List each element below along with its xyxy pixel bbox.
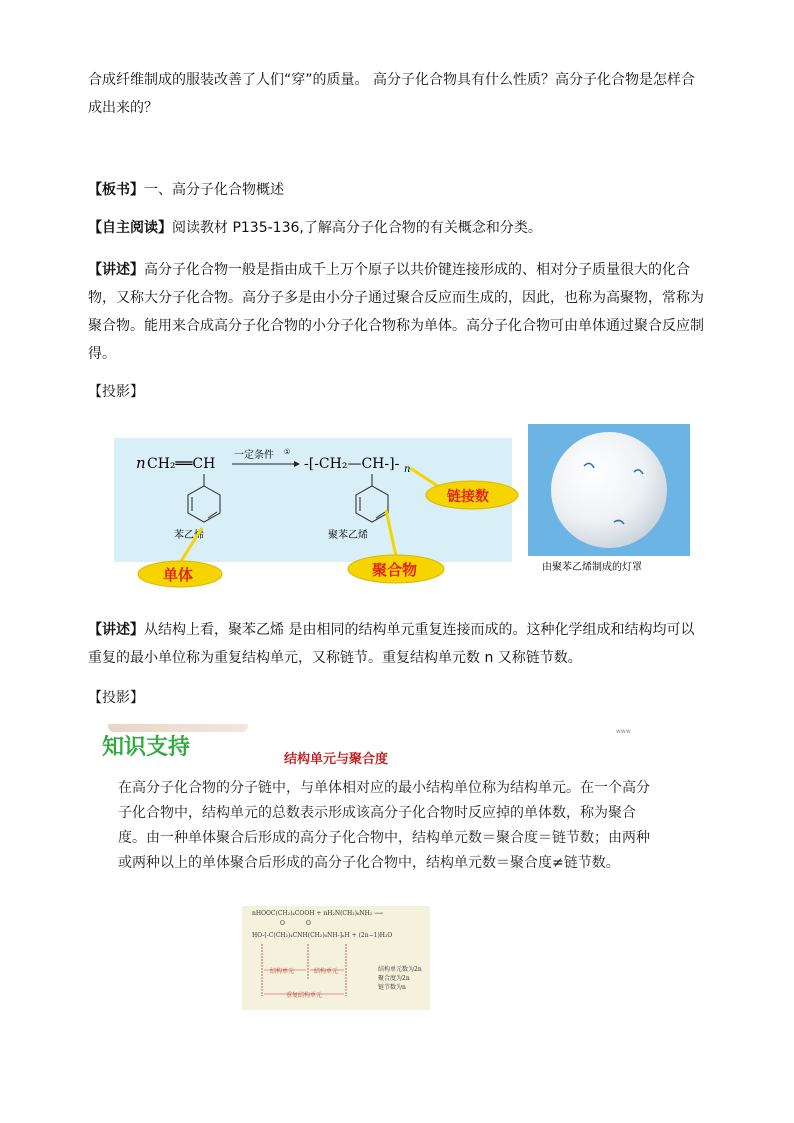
knowledge-slide — [88, 724, 708, 1024]
callout-monomer: 单体 — [163, 566, 194, 584]
section-tag: 【板书】 — [88, 182, 144, 198]
equation-o-1: O — [280, 920, 285, 927]
lecture-tag-1: 【讲述】 — [88, 262, 144, 278]
polymer-name: 聚苯乙烯 — [328, 530, 368, 541]
section-heading — [88, 176, 708, 204]
lecture-text-2: 从结构上看，聚苯乙烯 是由相同的结构单元重复连接而成的。这种化学组成和结构均可以重复的最小单位称为重复结构单元，又称链节。重复结构单元数 n 又称链节数。 — [88, 622, 695, 666]
polymer-formula: -[-CH₂—CH-]- — [304, 456, 400, 472]
projection-tag-2: 【投影】 — [88, 690, 144, 706]
callout-chain: 链接数 — [447, 489, 489, 505]
repeat-unit-label: 重复结构单元 — [286, 992, 323, 999]
callout-polymer: 聚合物 — [372, 561, 418, 579]
equation-line-2: HO-[-C(CH₂)₄CNH(CH₂)₆NH-]ₙH + (2n−1)H₂O — [252, 932, 393, 939]
unit-label-2: 结构单元 — [314, 968, 339, 975]
monomer-name: 苯乙烯 — [174, 530, 204, 541]
projection-tag-1: 【投影】 — [88, 384, 144, 400]
lecture-paragraph-1 — [88, 256, 708, 368]
equation-brackets — [242, 906, 430, 1010]
monomer-formula: CH₂══CH — [147, 456, 216, 472]
unit-label-1: 结构单元 — [270, 968, 295, 975]
polymerization-figure — [114, 424, 712, 602]
section-text: 一、高分子化合物概述 — [144, 182, 284, 198]
lecture-tag-2: 【讲述】 — [88, 622, 144, 638]
note-3: 链节数为n — [378, 984, 406, 991]
note-2: 聚合度为2n — [378, 975, 410, 982]
arrow-sup: ① — [284, 448, 291, 456]
lamp-sphere — [551, 432, 667, 548]
slide-corner-tag: www — [616, 728, 631, 735]
reading-text: 阅读教材 P135-136,了解高分子化合物的有关概念和分类。 — [172, 220, 542, 236]
lecture-paragraph-2 — [88, 616, 708, 672]
equation-line-1: nHOOC(CH₂)₄COOH + nH₂N(CH₂)₆NH₂ ⟶ — [252, 910, 383, 917]
reading-tag: 【自主阅读】 — [88, 220, 172, 236]
equation-o-2: O — [306, 920, 311, 927]
knowledge-subtitle: 结构单元与聚合度 — [284, 752, 389, 767]
monomer-n: n — [136, 454, 146, 472]
reading-paragraph — [88, 214, 708, 242]
knowledge-body: 在高分子化合物的分子链中，与单体相对应的最小结构单位称为结构单元。在一个高分子化合物中，结构单元的总数表示形成该高分子化合物时反应掉的单体数，称为聚合度。由一种单体聚合后形成的高分子化合物中，结构单元数＝聚合度＝链节数；由两种或两种以上的单体聚合后形成的高分子化合物中，结构单元数＝聚合度≠链节数。 — [118, 780, 650, 871]
note-1: 结构单元数为2n — [378, 966, 422, 973]
arrow-label: 一定条件 — [234, 450, 274, 461]
equation-panel — [242, 906, 430, 1010]
photo-caption: 由聚苯乙烯制成的灯罩 — [542, 562, 642, 573]
polymer-n: n — [404, 464, 411, 475]
intro-paragraph: 合成纤维制成的服装改善了人们“穿”的质量。 高分子化合物具有什么性质？高分子化合物是怎样合成出来的？ — [88, 72, 695, 116]
knowledge-title: 知识支持 — [102, 735, 191, 760]
lecture-text-1: 高分子化合物一般是指由成千上万个原子以共价键连接形成的、相对分子质量很大的化合物，又称大分子化合物。高分子多是由小分子通过聚合反应而生成的，因此，也称为高聚物，常称为聚合物。能用来合成高分子化合物的小分子化合物称为单体。高分子化合物可由单体通过聚合反应制得。 — [88, 262, 704, 362]
